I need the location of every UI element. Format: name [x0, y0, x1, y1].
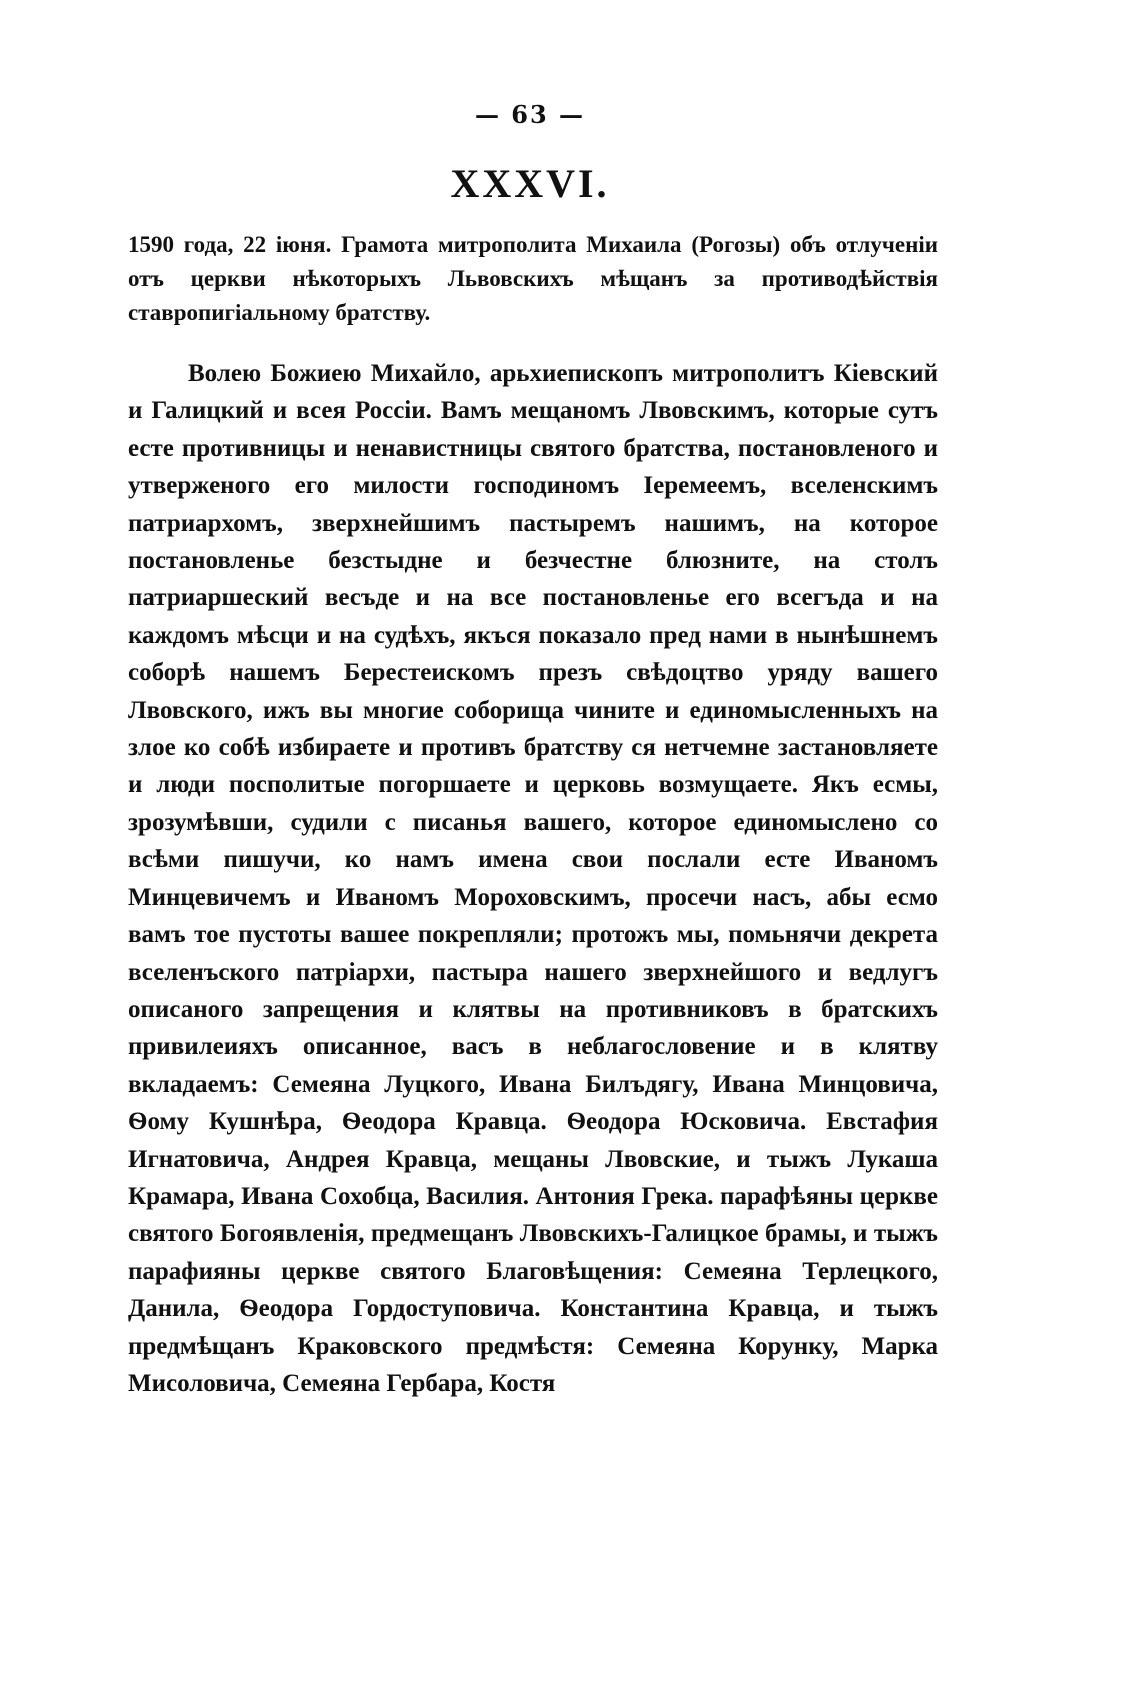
document-heading: 1590 года, 22 іюня. Грамота митрополита Михаила (Рогозы) объ отлученіи отъ церкви нѣкоторыхъ Львовскихъ мѣщанъ за противодѣйствія ставропигіальному братству. [128, 232, 938, 325]
document-number: XXXVI. [450, 161, 610, 206]
page-number: — 63 — [474, 100, 586, 129]
document-body: Волею Божиею Михайло, арьхиепископъ митрополитъ Кіевский и Галицкий и всея Россіи. Вамъ мещаномъ Лвовскимъ, которые сутъ есте противницы и ненавистницы святого братства, постановленого и утверженого его милости господиномъ Іеремеемъ, вселенскимъ патриархомъ, зверхнейшимъ пастыремъ нашимъ, на которое постановленье безстыдне и безчестне блюзните, на столъ патриаршеский весъде и на все постановленье его всегъда и на каждомъ мѣсци и на судѣхъ, якъся показало пред нами в нынѣшнемъ соборѣ нашемъ Берестеискомъ презъ свѣдоцтво уряду вашего Лвовского, ижъ вы многие соборища чините и единомысленныхъ на злое ко собѣ избираете и противъ братству ся нетчемне застановляете и люди посполитые погоршаете и церковь возмущаете. Якъ есмы, зрозумѣвши, судили с писанья вашего, которое единомыслено со всѣми пишучи, ко намъ имена свои послали есте Иваномъ Минцевичемъ и Иваномъ Мороховскимъ, просечи насъ, абы есмо вамъ тое пустоты вашее покрепляли; протожъ мы, помьнячи декрета вселенъского патріархи, пастыра нашего зверхнейшого и ведлугъ описаного запрещения и клятвы на противниковъ в братскихъ привилеияхъ описанное, васъ в неблагословение и в клятву вкладаемъ: Семеяна Луцкого, Ивана Билъдягу, Ивана Минцовича, Ѳому Кушнѣра, Ѳеодора Кравца. Ѳеодора Юсковича. Евстафия Игнатовича, Андрея Кравца, мещаны Лвовские, и тыжъ Лукаша Крамара, Ивана Сохобца, Василия. Антония Грека. парафѣяны церкве святого Богоявленія, предмещанъ Лвовскихъ-Галицкое брамы, и тыжъ парафияны церкве святого Благовѣщения: Семеяна Терлецкого, Данила, Ѳеодора Гордоступовича. Константина Кравца, и тыжъ предмѣщанъ Краковского предмѣстя: Семеяна Корунку, Марка Мисоловича, Семеяна Гербара, Костя [128, 360, 938, 1397]
